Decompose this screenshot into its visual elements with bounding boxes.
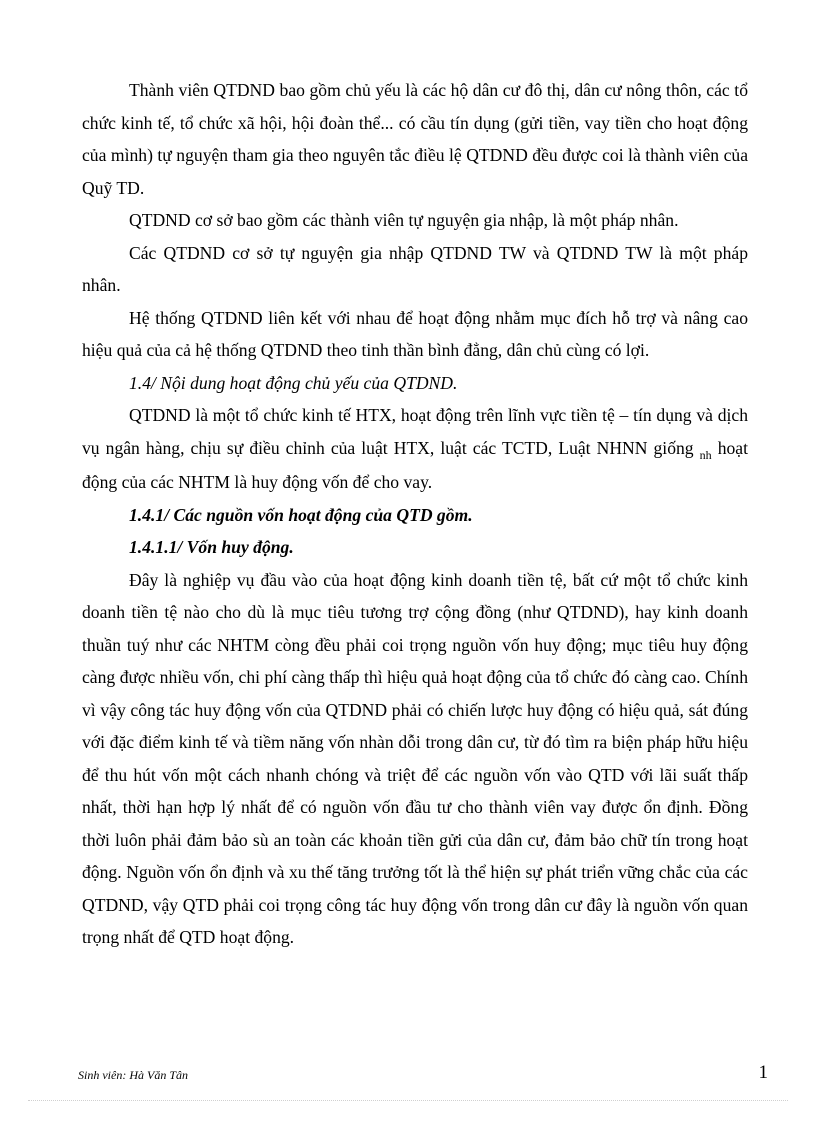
paragraph-central-fund: Các QTDND cơ sở tự nguyện gia nhập QTDND TW và QTDND TW là một pháp nhân. (82, 242, 748, 295)
document-body (82, 74, 748, 954)
paragraph-activity-main: QTDND là một tổ chức kinh tế HTX, hoạt động trên lĩnh vực tiền tệ – tín dụng và dịch vụ ngân hàng, chịu sự điều chỉnh của luật HTX, luật các TCTD, Luật NHNN giống (82, 405, 748, 458)
paragraph-system-link: Hệ thống QTDND liên kết với nhau để hoạt động nhằm mục đích hỗ trợ và nâng cao hiệu quả của cả hệ thống QTDND theo tinh thần bình đẳng, dân chủ cùng có lợi. (82, 307, 748, 360)
page-number: 1 (758, 1062, 768, 1083)
footer-divider (28, 1100, 788, 1101)
paragraph-activity-tail: hoạt động của các NHTM là huy động vốn để cho vay. (82, 437, 748, 492)
paragraph-members: Thành viên QTDND bao gồm chủ yếu là các hộ dân cư đô thị, dân cư nông thôn, các tổ chức kinh tế, tổ chức xã hội, hội đoàn thể... có cầu tín dụng (gửi tiền, vay tiền cho hoạt động của mình) tự nguyện tham gia theo nguyên tắc điều lệ QTDND đều được coi là thành viên của Quỹ TD. (82, 80, 748, 198)
section-heading-1-4: 1.4/ Nội dung hoạt động chủ yếu của QTDND. (129, 372, 458, 393)
page-footer (78, 1062, 768, 1092)
paragraph-mobilized-capital: Đây là nghiệp vụ đầu vào của hoạt động kinh doanh tiền tệ, bất cứ một tổ chức kinh doanh tiền tệ nào cho dù là mục tiêu tương trợ cộng đồng (như QTDND), hay kinh doanh thuần tuý như các NHTM còng đều phải coi trọng nguồn vốn huy động; mục tiêu huy động càng được nhiều vốn, chi phí càng thấp thì hiệu quả hoạt động của tổ chức đó càng cao. Chính vì vậy công tác huy động vốn của QTDND phải có chiến lược huy động có hiệu quả, sát đúng với đặc điểm kinh tế và tiềm năng vốn nhàn dỗi trong dân cư, từ đó tìm ra biện pháp hữu hiệu để thu hút vốn một cách nhanh chóng và triệt để các nguồn vốn vào QTD với lãi suất thấp nhất, thời hạn hợp lý nhất để có nguồn vốn đầu tư cho thành viên vay được ổn định. Đồng thời luôn phải đảm bảo sù an toàn các khoản tiền gửi của dân cư, đảm bảo chữ tín trong hoạt động. Nguồn vốn ổn định và xu thế tăng trưởng tốt là thể hiện sự phát triển vững chắc của các QTDND, vậy QTD phải coi trọng công tác huy động vốn trong dân cư đây là nguồn vốn quan trọng nhất để QTD hoạt động. (82, 569, 748, 947)
footer-author: Sinh viên: Hà Văn Tân (78, 1068, 188, 1082)
paragraph-activity-content (82, 399, 748, 499)
paragraph-base-fund: QTDND cơ sở bao gồm các thành viên tự nguyện gia nhập, là một pháp nhân. (129, 210, 679, 230)
section-heading-1-4-1-1: 1.4.1.1/ Vốn huy động. (129, 537, 294, 557)
section-heading-1-4-1: 1.4.1/ Các nguồn vốn hoạt động của QTD gồm. (129, 504, 473, 525)
paragraph-activity-subscript: nh (699, 447, 712, 462)
